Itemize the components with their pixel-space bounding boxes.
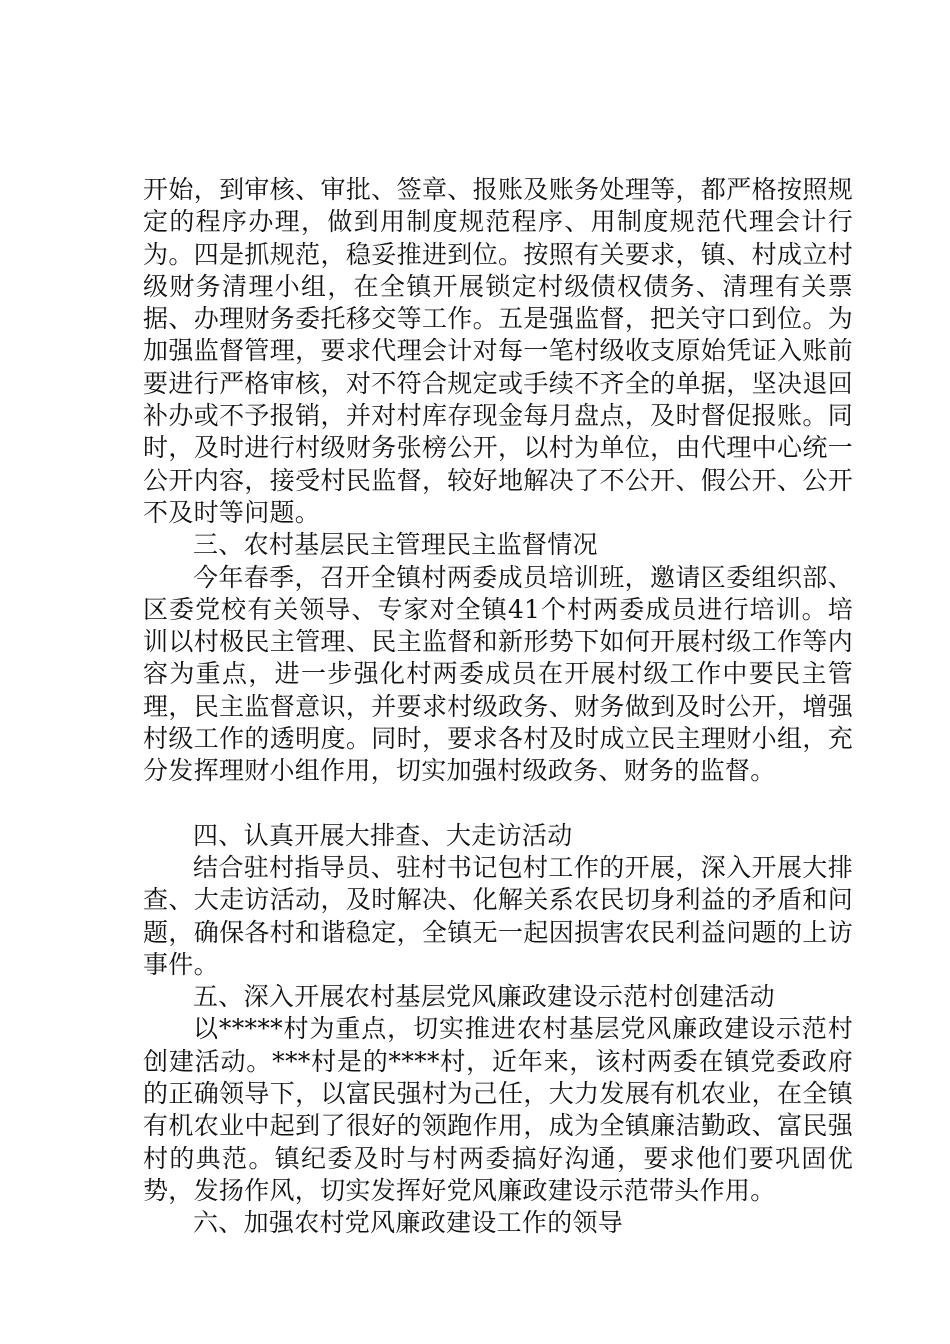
paragraph-section-5: 以*****村为重点，切实推进农村基层党风廉政建设示范村创建活动。***村是的****村，近年来，该村两委在镇党委政府的正确领导下，以富民强村为己任，大力发展有机农业，在全镇有机农业中起到了很好的领跑作用，成为全镇廉洁勤政、富民强村的典范。镇纪委及时与村两委搞好沟通，要求他们要巩固优势，发扬作风，切实发挥好党风廉政建设示范带头作用。 [143, 1014, 853, 1205]
paragraph-section-3: 今年春季，召开全镇村两委成员培训班，邀请区委组织部、区委党校有关领导、专家对全镇41个村两委成员进行培训。培训以村极民主管理、民主监督和新形势下如何开展村级工作等内容为重点，进一步强化村两委成员在开展村级工作中要民主管理，民主监督意识，并要求村级政务、财务做到及时公开，增强村级工作的透明度。同时，要求各村及时成立民主理财小组，充分发挥理财小组作用，切实加强村级政务、财务的监督。 [143, 562, 853, 786]
section-heading-6: 六、加强农村党风廉政建设工作的领导 [193, 1208, 624, 1238]
paragraph-section-4: 结合驻村指导员、驻村书记包村工作的开展，深入开展大排查、大走访活动，及时解决、化解关系农民切身利益的矛盾和问题，确保各村和谐稳定，全镇无一起因损害农民利益问题的上访事件。 [143, 852, 853, 979]
document-body [143, 174, 853, 1240]
section-heading-4: 四、认真开展大排查、大走访活动 [193, 820, 573, 850]
section-heading-5: 五、深入开展农村基层党风廉政建设示范村创建活动 [193, 982, 775, 1012]
section-heading-3: 三、农村基层民主管理民主监督情况 [193, 530, 598, 560]
paragraph-continuation: 开始，到审核、审批、签章、报账及账务处理等，都严格按照规定的程序办理，做到用制度规范程序、用制度规范代理会计行为。四是抓规范，稳妥推进到位。按照有关要求，镇、村成立村级财务清理小组，在全镇开展锁定村级债权债务、清理有关票据、办理财务委托移交等工作。五是强监督，把关守口到位。为加强监督管理，要求代理会计对每一笔村级收支原始凭证入账前要进行严格审核，对不符合规定或手续不齐全的单据，坚决退回补办或不予报销，并对村库存现金每月盘点，及时督促报账。同时，及时进行村级财务张榜公开，以村为单位，由代理中心统一公开内容，接受村民监督，较好地解决了不公开、假公开、公开不及时等问题。 [143, 175, 853, 527]
